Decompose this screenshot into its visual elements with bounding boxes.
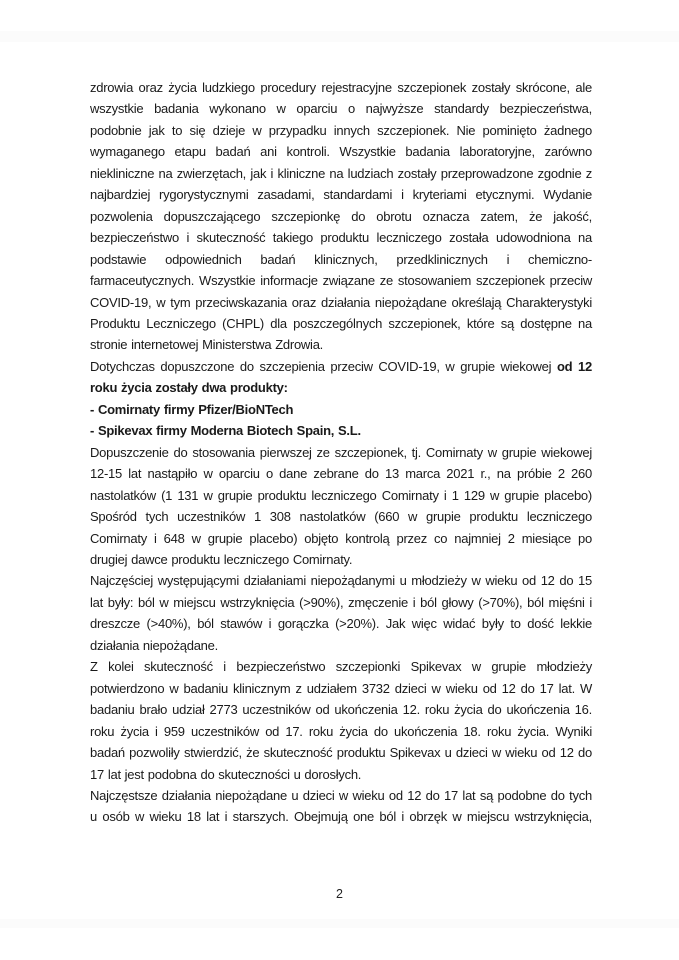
paragraph-approved-products-lead: Dotychczas dopuszczone do szczepienia przeciw COVID-19, w grupie wiekowej bbox=[90, 358, 557, 374]
paragraph-approved-products-bold: od 12 roku życia zostały dwa produkty: bbox=[90, 358, 592, 396]
paragraph-comirnaty-study: Dopuszczenie do stosowania pierwszej ze szczepionek, tj. Comirnaty w grupie wiekowej 12-15 lat nastąpiło w oparciu o dane zebrane do 13 marca 2021 r., na próbie 2 260 nastolatków (1 131 w grupie produktu leczniczego Comirnaty i 1 129 w grupie placebo) Spośród tych uczestników 1 308 nastolatków (660 w grupie produktu leczniczego Comirnaty i 648 w grupie placebo) objęto kontrolą przez co najmniej 2 miesiące po drugiej dawce produktu leczniczego Comirnaty. bbox=[90, 444, 592, 567]
paragraph-registration-procedures: zdrowia oraz życia ludzkiego procedury rejestracyjne szczepionek zostały skrócone, ale wszystkie badania wykonano w oparciu o najwyższe standardy bezpieczeństwa, podobnie jak to się dzieje w przypadku innych szczepionek. Nie pominięto żadnego wymaganego etapu badań ani kontroli. Wszystkie badania laboratoryjne, zarówno niekliniczne na zwierzętach, jak i kliniczne na ludziach zostały przeprowadzone zgodnie z najbardziej rygorystycznymi zasadami, standardami i kryteriami etycznymi. Wydanie pozwolenia dopuszczającego szczepionkę do obrotu oznacza zatem, że jakość, bezpieczeństwo i skuteczność takiego produktu leczniczego została udowodniona na podstawie odpowiednich badań klinicznych, przedklinicznych i chemiczno-farmaceutycznych. Wszystkie informacje związane ze stosowaniem szczepionek przeciw COVID-19, w tym przeciwskazania oraz działania niepożądane określają Charakterystyki Produktu Leczniczego (CHPL) dla poszczególnych szczepionek, które są dostępne na stronie internetowej Ministerstwa Zdrowia. bbox=[90, 80, 592, 353]
scan-artifact-band-bottom bbox=[0, 919, 679, 928]
paragraph-spikevax-study: Z kolei skuteczność i bezpieczeństwo szczepionki Spikevax w grupie młodzieży potwierdzono w badaniu klinicznym z udziałem 3732 dzieci w wieku od 12 do 17 lat. W badaniu brało udział 2773 uczestników od ukończenia 12. roku życia do ukończenia 16. roku życia i 959 uczestników od 17. roku życia do ukończenia 18. roku życia. Wyniki badań pozwoliły stwierdzić, że skuteczność produktu Spikevax u dzieci w wieku od 12 do 17 lat jest podobna do skuteczności u dorosłych. bbox=[90, 659, 592, 782]
paragraph-approved-products bbox=[90, 356, 592, 399]
paragraph-side-effects-12-15: Najczęściej występującymi działaniami niepożądanymi u młodzieży w wieku od 12 do 15 lat były: ból w miejscu wstrzyknięcia (>90%), zmęczenie i ból głowy (>70%), ból mięśni i dreszcze (>40%), ból stawów i gorączka (>20%). Jak więc widać były to dość lekkie działania niepożądane. bbox=[90, 573, 592, 653]
paragraph-side-effects-12-17: Najczęstsze działania niepożądane u dzieci w wieku od 12 do 17 lat są podobne do tych u osób w wieku 18 lat i starszych. Obejmują one ból i obrzęk w miejscu wstrzyknięcia, bbox=[90, 787, 592, 825]
page-number: 2 bbox=[336, 887, 343, 901]
document-body bbox=[90, 77, 592, 828]
bullet-comirnaty: - Comirnaty firmy Pfizer/BioNTech bbox=[90, 401, 294, 417]
bullet-spikevax: - Spikevax firmy Moderna Biotech Spain, S.L. bbox=[90, 423, 361, 439]
scan-artifact-band-top bbox=[0, 31, 679, 42]
page-footer bbox=[0, 886, 679, 902]
